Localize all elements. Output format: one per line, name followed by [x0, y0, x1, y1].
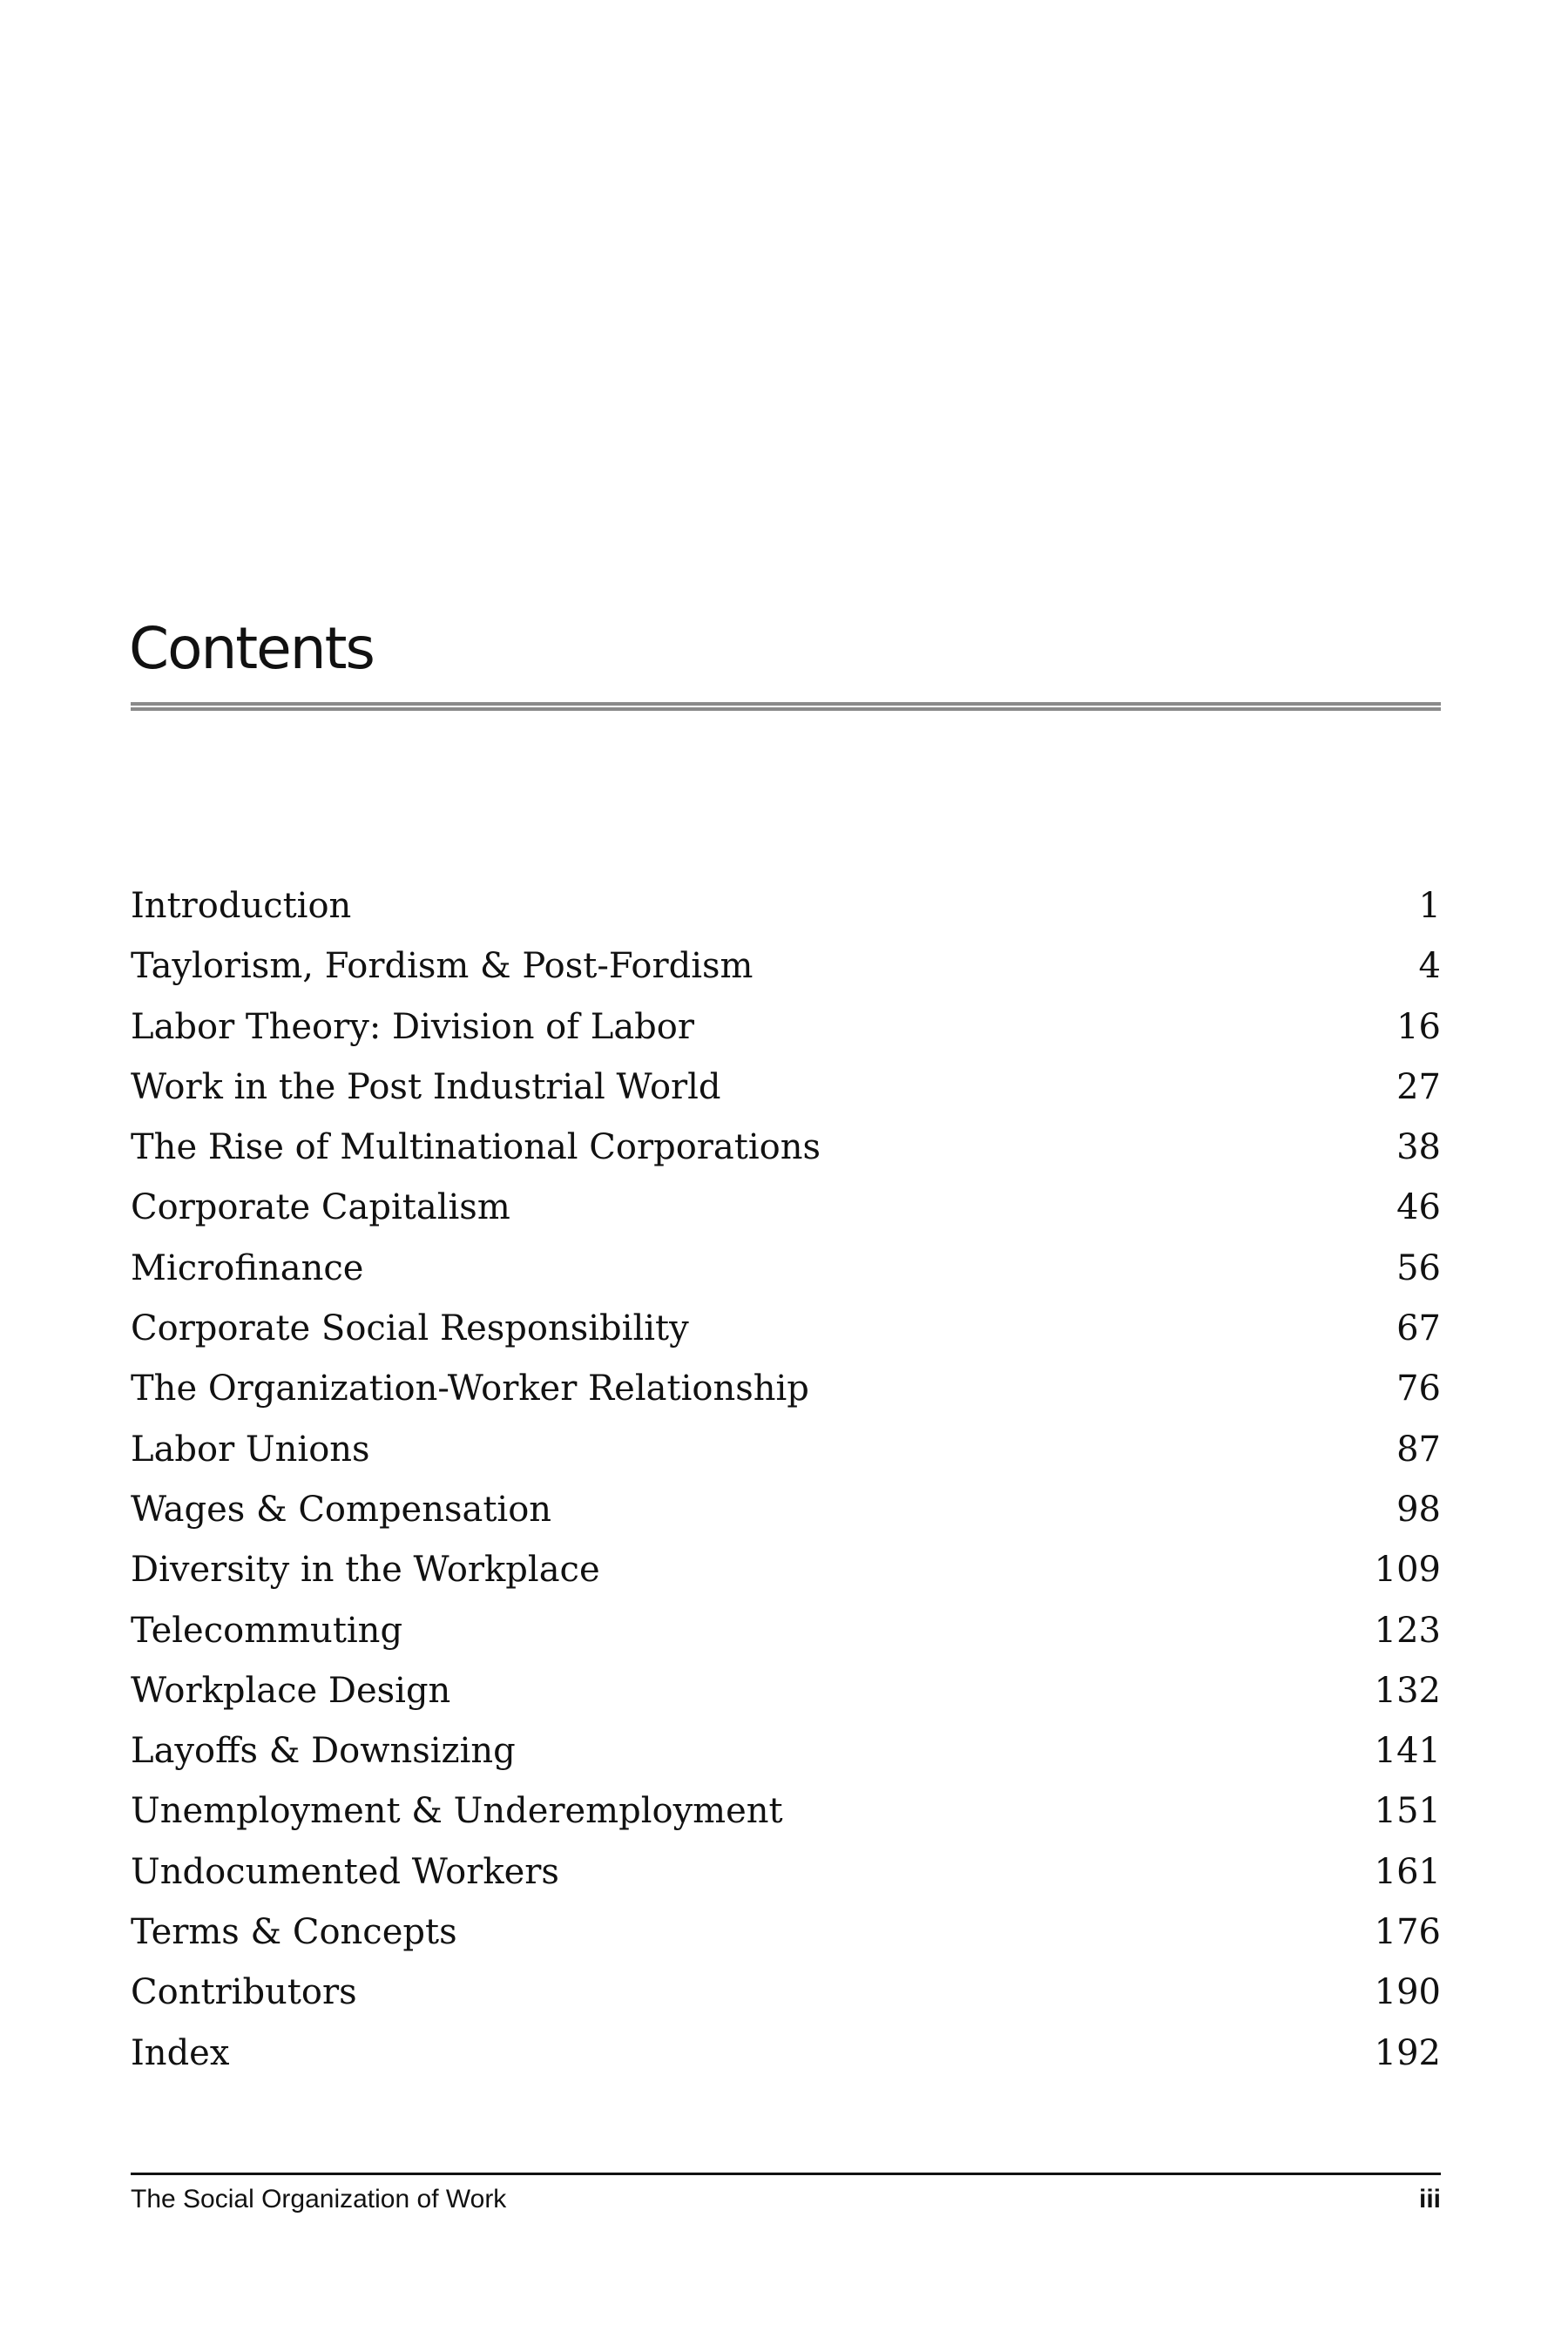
title-double-rule: [131, 702, 1441, 711]
toc-entry-title: Undocumented Workers: [131, 1851, 559, 1892]
toc-entry-title: The Organization-Worker Relationship: [131, 1369, 809, 1409]
toc-entry-page: 87: [1396, 1429, 1441, 1470]
toc-entry-title: Wages & Compensation: [131, 1489, 552, 1530]
toc-entry-title: Labor Unions: [131, 1429, 370, 1470]
toc-entry-title: Work in the Post Industrial World: [131, 1066, 721, 1107]
toc-entry-page: 27: [1396, 1066, 1441, 1107]
toc-entry-title: Corporate Capitalism: [131, 1187, 510, 1228]
toc-entry-page: 109: [1374, 1550, 1441, 1591]
footer-page-number: iii: [1418, 2185, 1441, 2213]
toc-entry-title: Unemployment & Underemployment: [131, 1791, 783, 1832]
toc-entry-title: Introduction: [131, 886, 352, 926]
toc-entry-page: 4: [1418, 946, 1441, 987]
toc-entry-page: 190: [1374, 1972, 1441, 2013]
toc-entry-page: 1: [1418, 886, 1441, 926]
toc-entry-title: Taylorism, Fordism & Post-Fordism: [131, 946, 754, 987]
toc-entry-title: Workplace Design: [131, 1670, 451, 1711]
toc-entry: [131, 1299, 1441, 1359]
footer-book-title: The Social Organization of Work: [131, 2185, 507, 2213]
toc-entry-title: Microfinance: [131, 1247, 364, 1288]
toc-entry-title: Layoffs & Downsizing: [131, 1731, 516, 1772]
toc-entry: [131, 876, 1441, 936]
toc-entry-page: 132: [1374, 1670, 1441, 1711]
toc-entry-title: Labor Theory: Division of Labor: [131, 1006, 694, 1047]
toc-entry-page: 176: [1374, 1912, 1441, 1953]
table-of-contents: [131, 876, 1441, 2084]
page-footer: [131, 2185, 1441, 2214]
toc-entry-page: 123: [1374, 1610, 1441, 1651]
toc-entry-page: 38: [1396, 1127, 1441, 1168]
toc-entry: [131, 1178, 1441, 1238]
toc-entry-title: Diversity in the Workplace: [131, 1550, 600, 1591]
toc-entry: [131, 1661, 1441, 1721]
toc-entry-page: 76: [1396, 1369, 1441, 1409]
toc-entry: [131, 1118, 1441, 1178]
toc-entry-page: 141: [1374, 1731, 1441, 1772]
toc-entry: [131, 1842, 1441, 1903]
footer-rule: [131, 2173, 1441, 2175]
toc-entry: [131, 1601, 1441, 1661]
toc-entry: [131, 1721, 1441, 1781]
toc-entry: [131, 997, 1441, 1058]
toc-entry-page: 67: [1396, 1308, 1441, 1349]
toc-entry-title: The Rise of Multinational Corporations: [131, 1127, 821, 1168]
toc-entry: [131, 1903, 1441, 1963]
toc-entry-title: Corporate Social Responsibility: [131, 1308, 689, 1349]
toc-entry: [131, 1480, 1441, 1540]
toc-entry: [131, 1058, 1441, 1118]
toc-entry: [131, 1781, 1441, 1842]
toc-entry-page: 16: [1396, 1006, 1441, 1047]
toc-entry: [131, 1359, 1441, 1419]
toc-entry-title: Contributors: [131, 1972, 357, 2013]
toc-entry-page: 161: [1374, 1851, 1441, 1892]
page-title: Contents: [129, 615, 374, 682]
toc-entry: [131, 2024, 1441, 2084]
toc-entry-page: 46: [1396, 1187, 1441, 1228]
toc-entry: [131, 1239, 1441, 1299]
toc-entry: [131, 1420, 1441, 1480]
toc-entry-page: 151: [1374, 1791, 1441, 1832]
toc-entry: [131, 1540, 1441, 1600]
toc-entry-title: Index: [131, 2032, 230, 2073]
toc-entry-title: Telecommuting: [131, 1610, 403, 1651]
toc-entry-page: 56: [1396, 1247, 1441, 1288]
toc-entry-title: Terms & Concepts: [131, 1912, 457, 1953]
toc-entry-page: 98: [1396, 1489, 1441, 1530]
toc-entry: [131, 1963, 1441, 2023]
toc-entry: [131, 936, 1441, 997]
toc-entry-page: 192: [1374, 2032, 1441, 2073]
